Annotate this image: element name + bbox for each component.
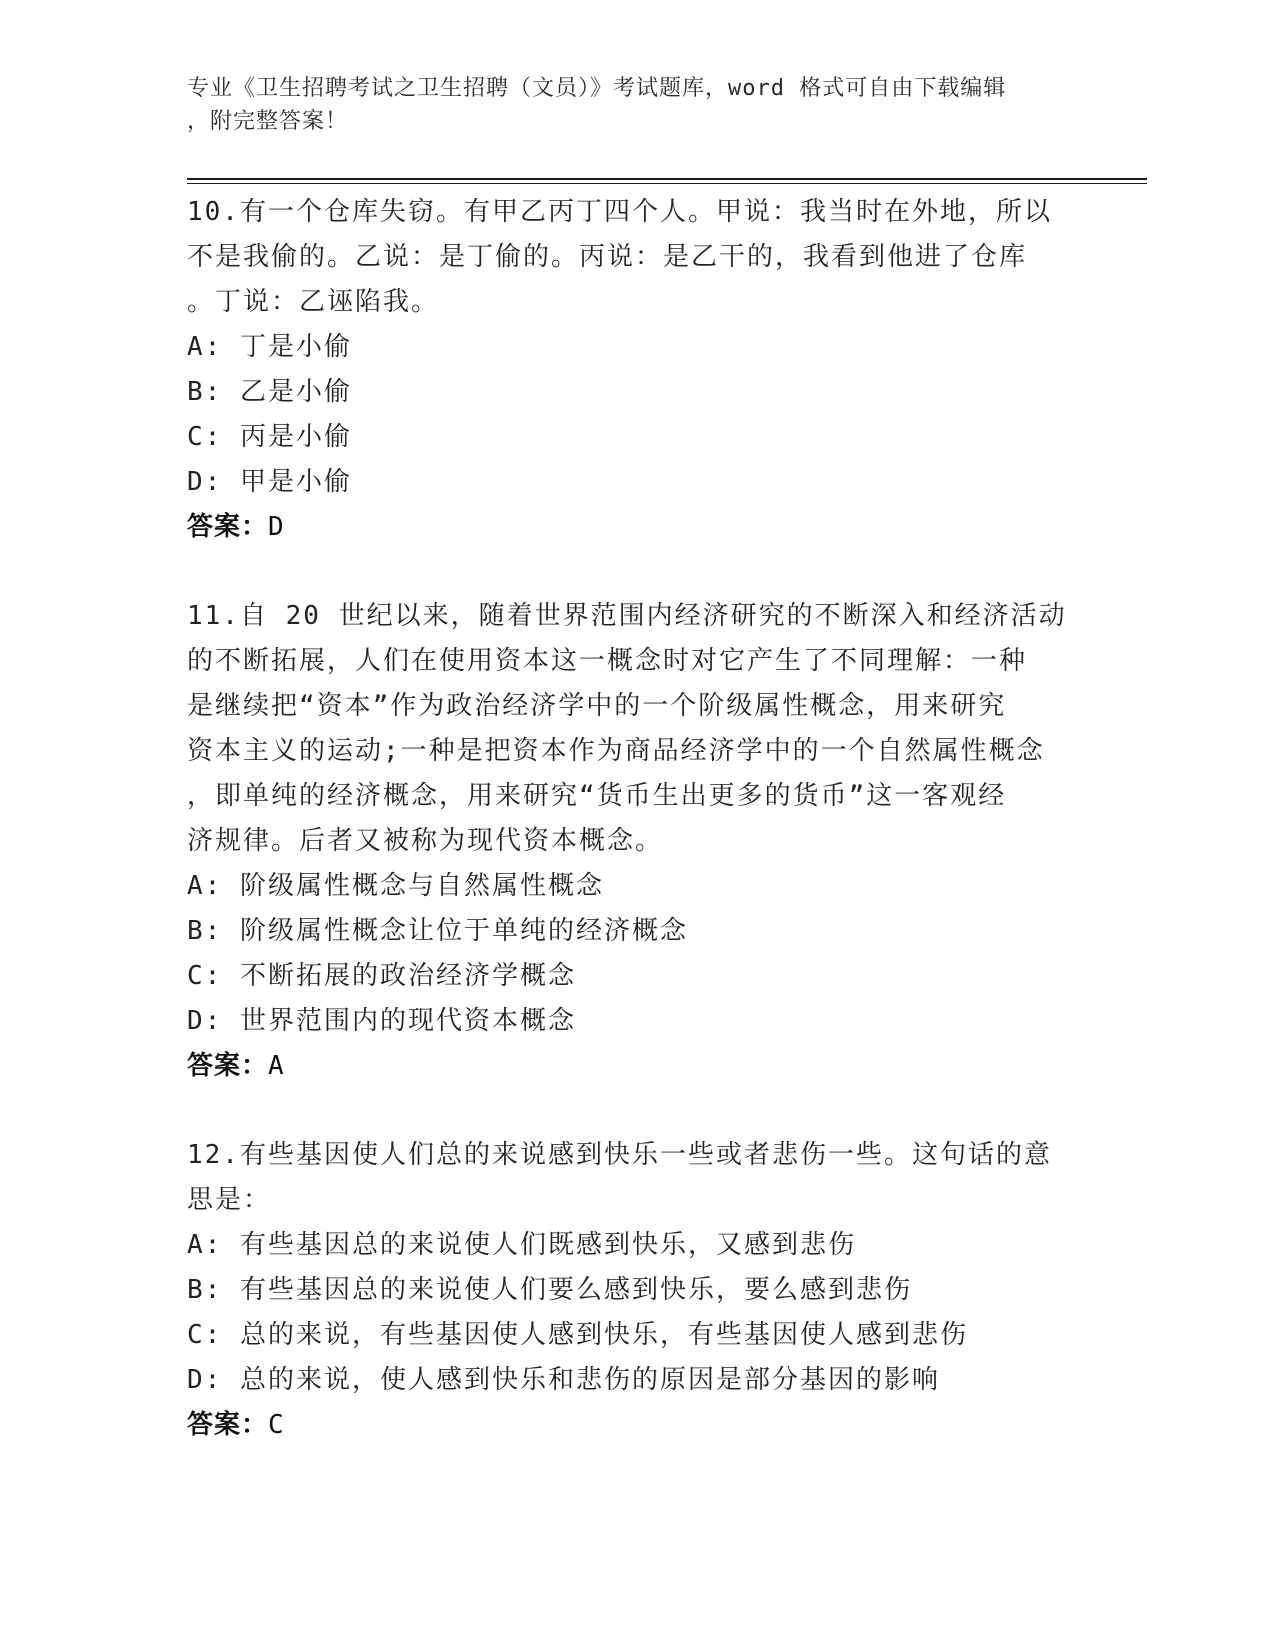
- question-spacer: [187, 1089, 1067, 1133]
- question-stem-line: ，即单纯的经济概念，用来研究“货币生出更多的货币”这一客观经: [187, 781, 1007, 811]
- header-divider-thick: [187, 178, 1147, 180]
- option-c: C: 不断拓展的政治经济学概念: [187, 961, 576, 991]
- option-a: A: 丁是小偷: [187, 332, 352, 362]
- answer-value: C: [268, 1410, 285, 1440]
- question-stem-line: 12.有些基因使人们总的来说感到快乐一些或者悲伤一些。这句话的意: [187, 1140, 1052, 1170]
- answer-label: 答案：: [187, 1051, 269, 1081]
- answer-label: 答案：: [187, 512, 269, 542]
- answer-value: D: [268, 512, 285, 542]
- answer-line: [187, 1403, 1067, 1448]
- answer-line: [187, 505, 1067, 550]
- answer-value: A: [268, 1051, 285, 1081]
- answer-label: 答案：: [187, 1410, 269, 1440]
- question-stem-line: 10.有一个仓库失窃。有甲乙丙丁四个人。甲说：我当时在外地，所以: [187, 197, 1052, 227]
- header-divider-thin: [187, 183, 1147, 184]
- question-stem-line: 济规律。后者又被称为现代资本概念。: [187, 826, 664, 856]
- question-12: [187, 1133, 1067, 1448]
- question-stem-line: 11.自 20 世纪以来，随着世界范围内经济研究的不断深入和经济活动: [187, 601, 1067, 631]
- question-stem-line: 。丁说：乙诬陷我。: [187, 287, 440, 317]
- question-spacer: [187, 550, 1067, 594]
- question-stem-line: 资本主义的运动;一种是把资本作为商品经济学中的一个自然属性概念: [187, 736, 1045, 766]
- question-10: [187, 190, 1067, 550]
- header-line-1: 专业《卫生招聘考试之卫生招聘（文员）》考试题库，word 格式可自由下载编辑: [187, 76, 1007, 101]
- option-b: B: 乙是小偷: [187, 377, 352, 407]
- option-c: C: 丙是小偷: [187, 422, 352, 452]
- question-stem-line: 的不断拓展，人们在使用资本这一概念时对它产生了不同理解：一种: [187, 646, 1028, 676]
- option-a: A: 有些基因总的来说使人们既感到快乐，又感到悲伤: [187, 1230, 856, 1260]
- option-d: D: 总的来说，使人感到快乐和悲伤的原因是部分基因的影响: [187, 1365, 940, 1395]
- option-d: D: 甲是小偷: [187, 467, 352, 497]
- option-b: B: 有些基因总的来说使人们要么感到快乐，要么感到悲伤: [187, 1275, 912, 1305]
- document-header: [187, 72, 1067, 138]
- question-stem-line: 是继续把“资本”作为政治经济学中的一个阶级属性概念，用来研究: [187, 691, 1007, 721]
- option-a: A: 阶级属性概念与自然属性概念: [187, 871, 604, 901]
- question-11: [187, 594, 1067, 1089]
- question-stem-line: 不是我偷的。乙说：是丁偷的。丙说：是乙干的，我看到他进了仓库: [187, 242, 1028, 272]
- option-b: B: 阶级属性概念让位于单纯的经济概念: [187, 916, 688, 946]
- question-stem-line: 思是：: [187, 1185, 272, 1215]
- option-d: D: 世界范围内的现代资本概念: [187, 1006, 576, 1036]
- option-c: C: 总的来说，有些基因使人感到快乐，有些基因使人感到悲伤: [187, 1320, 968, 1350]
- answer-line: [187, 1044, 1067, 1089]
- question-list: [187, 190, 1067, 1448]
- header-line-2: ，附完整答案！: [187, 109, 349, 134]
